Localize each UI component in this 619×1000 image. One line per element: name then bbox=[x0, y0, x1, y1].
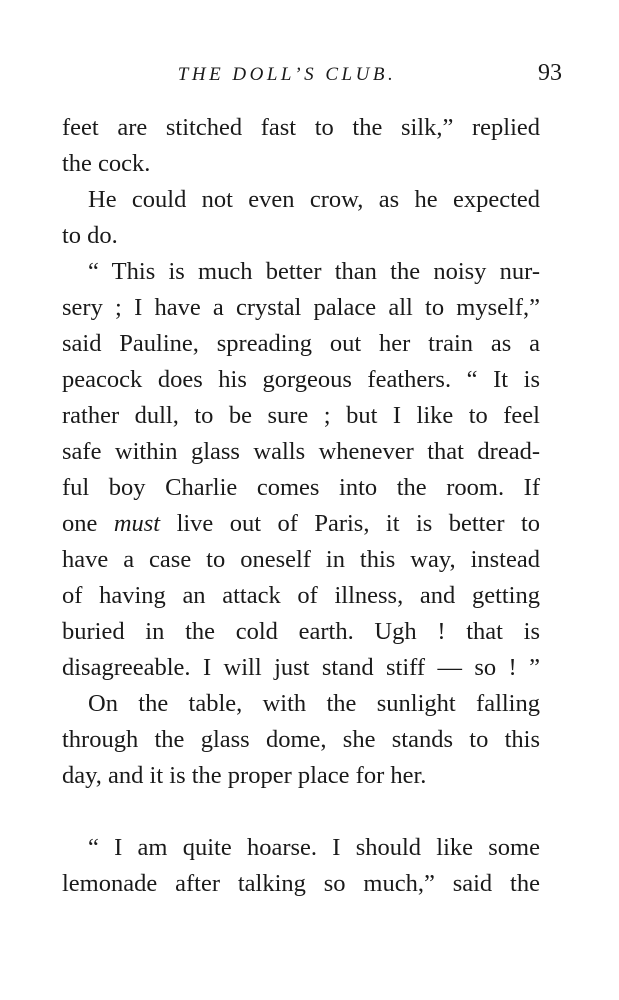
text-line: feet are stitched fast to the silk,” replied bbox=[62, 114, 540, 141]
italic-emphasis: must bbox=[113, 510, 161, 537]
body-text bbox=[62, 110, 540, 902]
text-line: lemonade after talking so much,” said the bbox=[62, 870, 540, 897]
text-line: rather dull, to be sure ; but I like to feel bbox=[62, 402, 540, 429]
text-line: ful boy Charlie comes into the room. If bbox=[62, 474, 540, 501]
text-line: through the glass dome, she stands to this bbox=[62, 726, 540, 753]
text-line: “ I am quite hoarse. I should like some bbox=[88, 834, 540, 861]
text-line: sery ; I have a crystal palace all to myself,” bbox=[62, 294, 540, 321]
text-line: day, and it is the proper place for her. bbox=[62, 762, 427, 789]
text-line: peacock does his gorgeous feathers. “ It is bbox=[62, 366, 540, 393]
text-segment: live out of Paris, it is better to bbox=[160, 510, 541, 537]
text-line: of having an attack of illness, and getting bbox=[62, 582, 540, 609]
text-line: He could not even crow, as he expected bbox=[88, 186, 540, 213]
text-line: buried in the cold earth. Ugh ! that is bbox=[62, 618, 540, 645]
running-head bbox=[62, 60, 562, 92]
text-line bbox=[62, 506, 540, 542]
running-title: THE DOLL’S CLUB. bbox=[177, 64, 397, 85]
text-line: the cock. bbox=[62, 150, 151, 177]
text-line: have a case to oneself in this way, instead bbox=[62, 546, 540, 573]
text-line: safe within glass walls whenever that dread- bbox=[62, 438, 540, 465]
text-line: to do. bbox=[62, 222, 118, 249]
text-line: said Pauline, spreading out her train as a bbox=[62, 330, 540, 357]
text-line: “ This is much better than the noisy nur- bbox=[88, 258, 540, 285]
text-line: On the table, with the sunlight falling bbox=[88, 690, 540, 717]
section-break bbox=[62, 794, 540, 830]
text-line: disagreeable. I will just stand stiff — so ! ” bbox=[62, 654, 540, 681]
page-number: 93 bbox=[538, 60, 562, 86]
text-segment: one bbox=[62, 510, 114, 537]
